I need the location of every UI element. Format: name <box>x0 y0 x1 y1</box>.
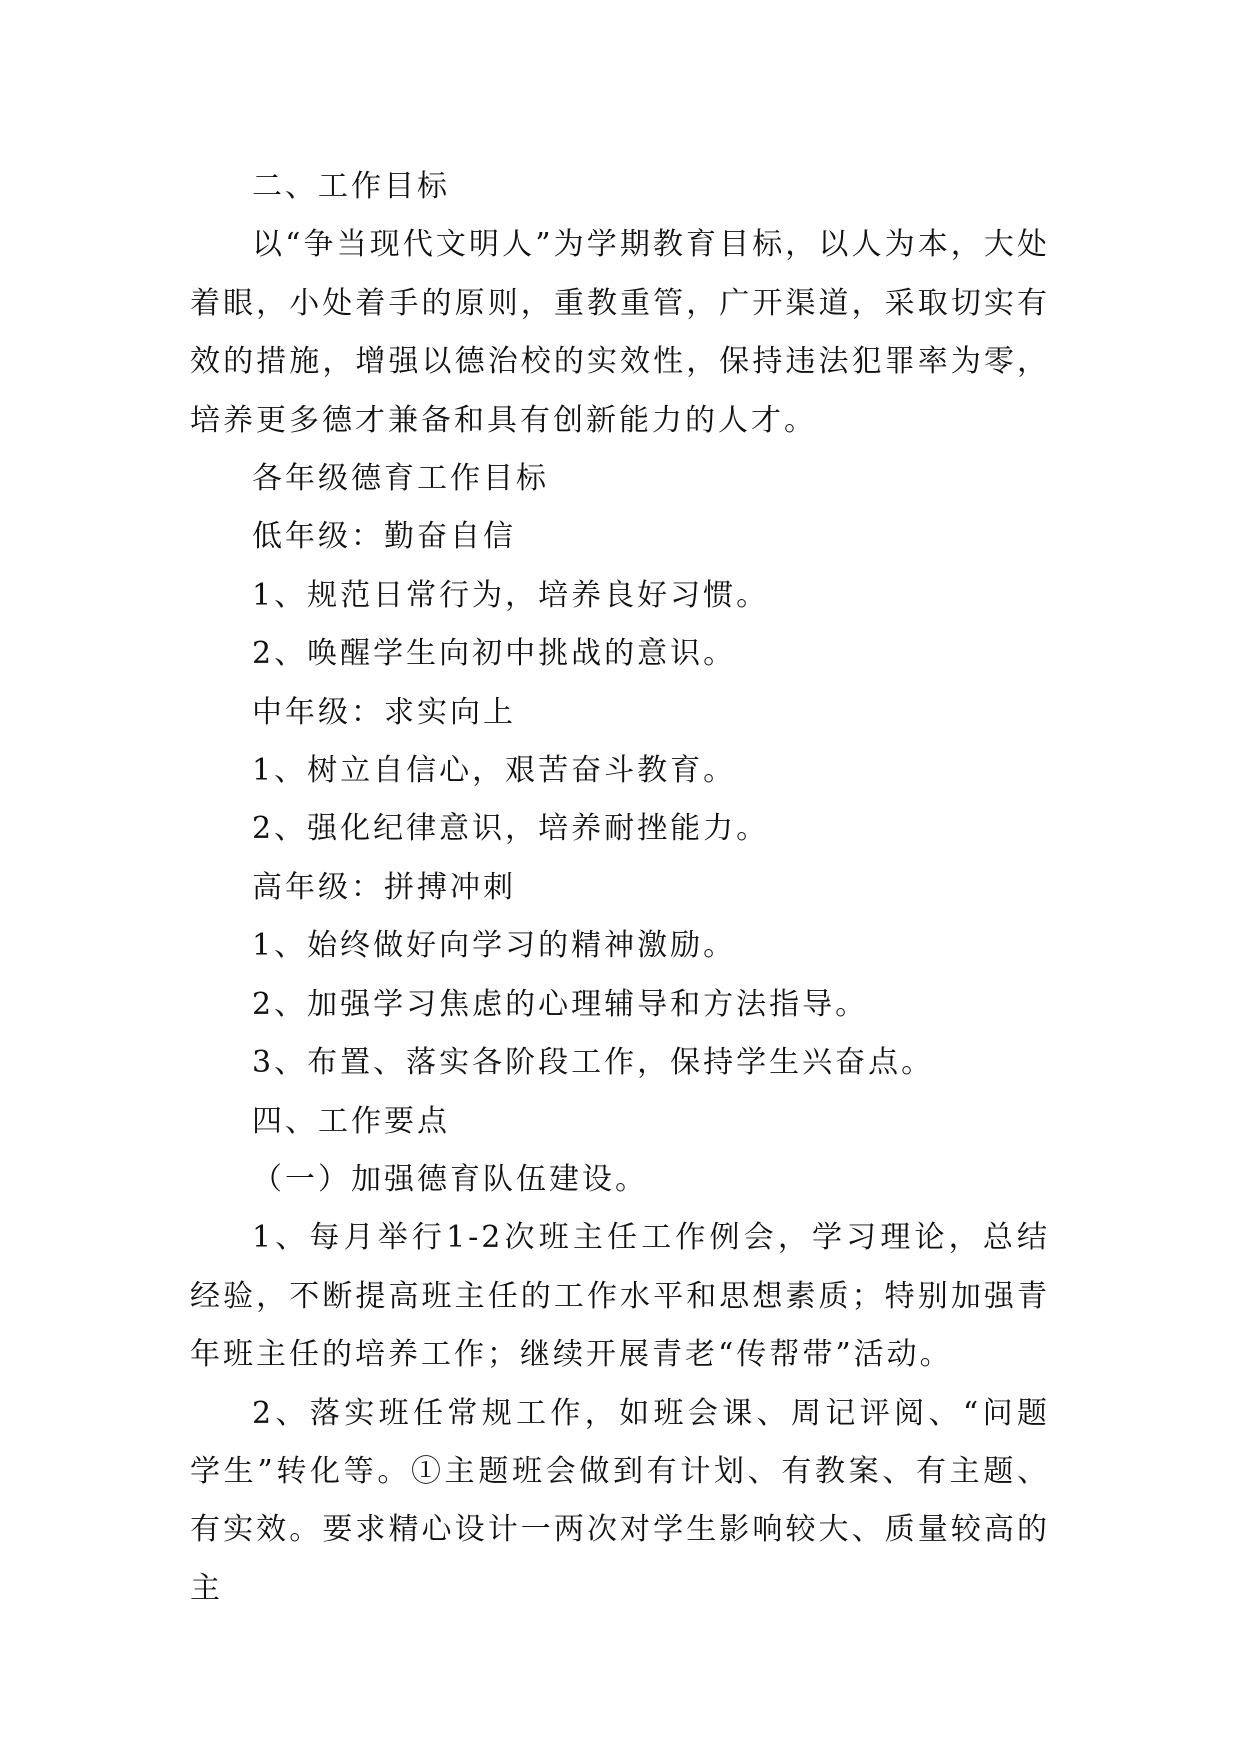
goal-paragraph: 以“争当现代文明人”为学期教育目标，以人为本，大处着眼，小处着手的原则，重教重管，广开渠道，采取切实有效的措施，增强以德治校的实效性，保持违法犯罪率为零，培养更多德才兼备和具有创新能力的人才。 <box>190 227 1050 438</box>
key-point-paragraph: 1、每月举行1-2次班主任工作例会，学习理论，总结经验，不断提高班主任的工作水平和思想素质；特别加强青年班主任的培养工作；继续开展青老“传帮带”活动。 <box>190 1220 1050 1373</box>
mid-grade-title: 中年级：求实向上 <box>252 694 516 730</box>
mid-grade-item: 1、树立自信心，艰苦奋斗教育。 <box>252 753 737 789</box>
low-grade-item: 2、唤醒学生向初中挑战的意识。 <box>252 636 737 672</box>
mid-grade-item: 2、强化纪律意识，培养耐挫能力。 <box>252 811 770 847</box>
document-body <box>190 158 1050 1618</box>
subsection-heading: （一）加强德育队伍建设。 <box>252 1161 648 1197</box>
grade-goals-title: 各年级德育工作目标 <box>252 461 549 497</box>
low-grade-title: 低年级：勤奋自信 <box>252 519 516 555</box>
high-grade-item: 3、布置、落实各阶段工作，保持学生兴奋点。 <box>252 1045 935 1081</box>
high-grade-item: 2、加强学习焦虑的心理辅导和方法指导。 <box>252 986 869 1022</box>
high-grade-title: 高年级：拼搏冲刺 <box>252 869 516 905</box>
section-heading-goals: 二、工作目标 <box>252 169 450 204</box>
low-grade-item: 1、规范日常行为，培养良好习惯。 <box>252 577 770 613</box>
key-point-paragraph: 2、落实班任常规工作，如班会课、周记评阅、“问题学生”转化等。①主题班会做到有计划、有教案、有主题、有实效。要求精心设计一两次对学生影响较大、质量较高的主 <box>190 1395 1050 1606</box>
high-grade-item: 1、始终做好向学习的精神激励。 <box>252 928 737 964</box>
section-heading-key-points: 四、工作要点 <box>252 1103 450 1139</box>
